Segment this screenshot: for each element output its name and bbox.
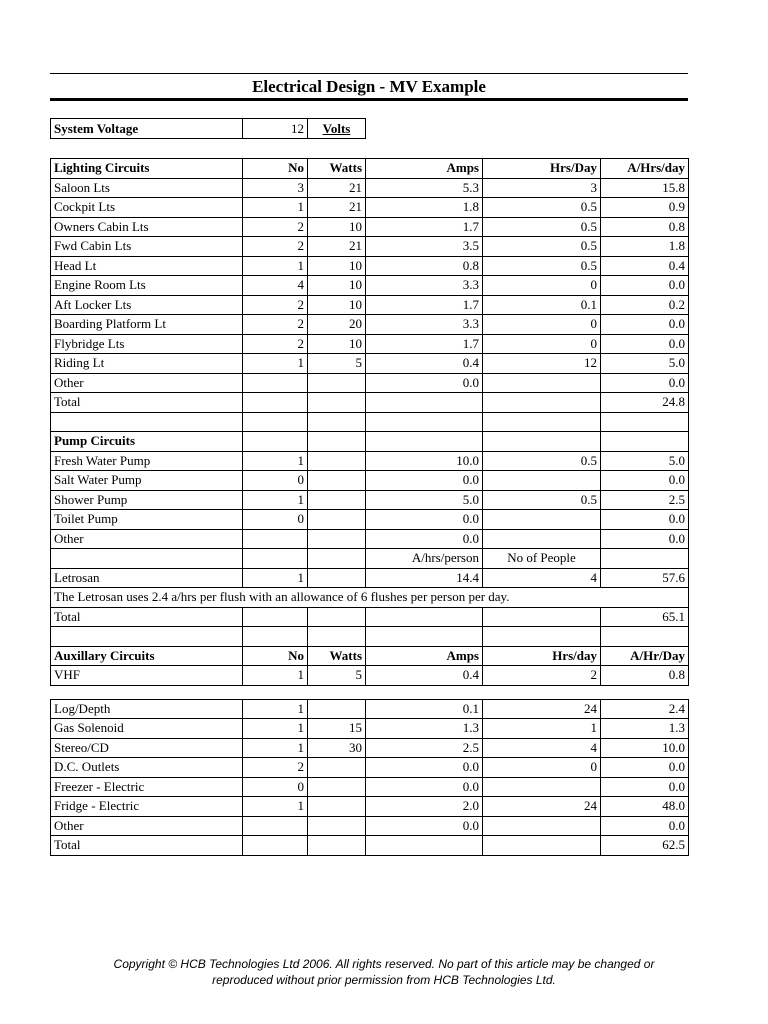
table-cell: 30 — [308, 738, 366, 758]
table-cell: 1.3 — [601, 719, 689, 739]
auxiliary-header-row — [51, 646, 689, 666]
table-cell: Hrs/day — [483, 646, 601, 666]
table-cell: Stereo/CD — [51, 738, 243, 758]
table-cell: 0.4 — [366, 354, 483, 374]
table-cell — [601, 549, 689, 569]
table-cell: 1 — [243, 568, 308, 588]
table-cell: 1.8 — [601, 237, 689, 257]
table-cell — [243, 373, 308, 393]
table-cell: Fwd Cabin Lts — [51, 237, 243, 257]
table-cell: 5.0 — [366, 490, 483, 510]
pump-row — [51, 471, 689, 491]
table-cell: Total — [51, 836, 243, 856]
table-cell: 1.7 — [366, 217, 483, 237]
lighting-row — [51, 295, 689, 315]
spacer-row — [51, 685, 689, 699]
table-cell: 3 — [483, 178, 601, 198]
table-cell: 2.4 — [601, 699, 689, 719]
table-cell: 0.0 — [601, 816, 689, 836]
table-cell — [308, 490, 366, 510]
table-cell: 0.0 — [601, 334, 689, 354]
table-cell: Hrs/Day — [483, 159, 601, 179]
table-cell — [366, 627, 483, 647]
table-cell: 10 — [308, 334, 366, 354]
pump-row — [51, 490, 689, 510]
table-cell: D.C. Outlets — [51, 758, 243, 778]
table-cell: Cockpit Lts — [51, 198, 243, 218]
table-cell: 0 — [243, 777, 308, 797]
table-cell: Head Lt — [51, 256, 243, 276]
table-cell: 0.1 — [366, 699, 483, 719]
table-cell: Other — [51, 816, 243, 836]
lighting-row — [51, 393, 689, 413]
system-voltage-table — [50, 118, 366, 139]
system-voltage-value: 12 — [243, 119, 308, 139]
system-voltage-label: System Voltage — [51, 119, 243, 139]
lighting-row — [51, 178, 689, 198]
table-cell — [243, 412, 308, 432]
table-cell: 20 — [308, 315, 366, 335]
table-cell: 0.0 — [601, 471, 689, 491]
table-cell: A/hrs/person — [366, 549, 483, 569]
table-cell: 0.8 — [366, 256, 483, 276]
table-cell — [483, 412, 601, 432]
table-cell: Letrosan — [51, 568, 243, 588]
table-cell: 0.0 — [366, 373, 483, 393]
table-cell: 0.5 — [483, 490, 601, 510]
lighting-row — [51, 256, 689, 276]
table-cell: Auxillary Circuits — [51, 646, 243, 666]
system-voltage-unit: Volts — [308, 119, 366, 139]
table-cell: 0.0 — [366, 816, 483, 836]
table-cell — [308, 816, 366, 836]
table-cell — [483, 816, 601, 836]
table-cell: 4 — [483, 568, 601, 588]
table-cell: 5.0 — [601, 354, 689, 374]
pump-row — [51, 529, 689, 549]
table-cell — [308, 432, 366, 452]
table-cell: 2 — [243, 758, 308, 778]
table-cell: 65.1 — [601, 607, 689, 627]
table-cell — [308, 607, 366, 627]
table-cell: 1.7 — [366, 334, 483, 354]
auxiliary-row — [51, 816, 689, 836]
table-cell: 1 — [243, 490, 308, 510]
lighting-header-row — [51, 159, 689, 179]
lighting-row — [51, 334, 689, 354]
table-cell: 1 — [243, 719, 308, 739]
table-cell — [308, 627, 366, 647]
pump-row — [51, 549, 689, 569]
top-rule — [50, 73, 688, 74]
table-cell: 24 — [483, 797, 601, 817]
table-cell: 1 — [243, 666, 308, 686]
table-cell: 0.0 — [601, 777, 689, 797]
table-cell — [308, 412, 366, 432]
table-cell: Lighting Circuits — [51, 159, 243, 179]
lighting-row — [51, 276, 689, 296]
spacer-cell — [51, 685, 689, 699]
auxiliary-row — [51, 719, 689, 739]
table-cell: A/Hr/Day — [601, 646, 689, 666]
table-cell — [601, 412, 689, 432]
table-cell: 0.0 — [601, 276, 689, 296]
table-cell — [51, 627, 243, 647]
table-cell: VHF — [51, 666, 243, 686]
table-cell — [483, 510, 601, 530]
table-cell: 0.0 — [601, 758, 689, 778]
table-cell: Freezer - Electric — [51, 777, 243, 797]
table-cell: 0.5 — [483, 198, 601, 218]
table-cell: 0.0 — [601, 529, 689, 549]
table-cell — [366, 393, 483, 413]
table-cell: Other — [51, 529, 243, 549]
pump-row — [51, 568, 689, 588]
table-cell: 1 — [243, 699, 308, 719]
table-cell — [308, 568, 366, 588]
table-cell: 1 — [243, 451, 308, 471]
table-cell: 21 — [308, 237, 366, 257]
table-cell — [308, 777, 366, 797]
table-cell — [308, 549, 366, 569]
table-cell: 1 — [243, 256, 308, 276]
lighting-row — [51, 237, 689, 257]
table-cell: 21 — [308, 198, 366, 218]
auxiliary-row — [51, 738, 689, 758]
table-cell — [366, 607, 483, 627]
table-cell: 0.0 — [366, 529, 483, 549]
table-cell — [366, 432, 483, 452]
system-voltage-row — [51, 119, 366, 139]
table-cell: 5.3 — [366, 178, 483, 198]
circuits-table — [50, 158, 689, 856]
table-cell: A/Hrs/day — [601, 159, 689, 179]
table-cell: 48.0 — [601, 797, 689, 817]
table-cell: 21 — [308, 178, 366, 198]
table-cell: 0.5 — [483, 237, 601, 257]
table-cell: 3.3 — [366, 276, 483, 296]
table-cell: Watts — [308, 646, 366, 666]
letrosan-note-row — [51, 588, 689, 608]
circuits-table-body — [51, 159, 689, 856]
table-cell — [483, 393, 601, 413]
table-cell — [243, 529, 308, 549]
table-cell: 0.0 — [366, 510, 483, 530]
table-cell: 0.4 — [366, 666, 483, 686]
table-cell — [308, 529, 366, 549]
table-cell: 12 — [483, 354, 601, 374]
table-cell: 0.0 — [601, 315, 689, 335]
table-cell: 10.0 — [601, 738, 689, 758]
table-cell: Log/Depth — [51, 699, 243, 719]
table-cell: Other — [51, 373, 243, 393]
table-cell: 2 — [243, 315, 308, 335]
table-cell — [308, 471, 366, 491]
table-cell: 0.5 — [483, 256, 601, 276]
table-cell: 10 — [308, 276, 366, 296]
table-cell: Amps — [366, 159, 483, 179]
table-cell: 5 — [308, 354, 366, 374]
table-cell — [243, 393, 308, 413]
table-cell: Total — [51, 607, 243, 627]
table-cell: Riding Lt — [51, 354, 243, 374]
table-cell: 10 — [308, 256, 366, 276]
table-cell: 0.5 — [483, 451, 601, 471]
table-cell: 2 — [243, 217, 308, 237]
table-cell — [483, 627, 601, 647]
auxiliary-row — [51, 666, 689, 686]
table-cell — [483, 471, 601, 491]
table-cell — [483, 373, 601, 393]
table-cell: 5.0 — [601, 451, 689, 471]
table-cell — [601, 432, 689, 452]
table-cell: 0 — [483, 334, 601, 354]
table-cell: 0.0 — [366, 758, 483, 778]
table-cell: 15.8 — [601, 178, 689, 198]
table-cell: 2 — [243, 237, 308, 257]
table-cell: 0.0 — [601, 510, 689, 530]
table-cell: Salt Water Pump — [51, 471, 243, 491]
table-cell: Boarding Platform Lt — [51, 315, 243, 335]
page-title: Electrical Design - MV Example — [252, 77, 486, 96]
table-cell: 0 — [243, 510, 308, 530]
table-cell: 10 — [308, 295, 366, 315]
table-cell: Fridge - Electric — [51, 797, 243, 817]
table-cell: 3.5 — [366, 237, 483, 257]
table-cell: 1.7 — [366, 295, 483, 315]
auxiliary-row — [51, 777, 689, 797]
table-cell: 0.9 — [601, 198, 689, 218]
blank-row — [51, 627, 689, 647]
table-cell — [483, 777, 601, 797]
table-cell: Owners Cabin Lts — [51, 217, 243, 237]
table-cell: Amps — [366, 646, 483, 666]
table-cell — [308, 758, 366, 778]
table-cell: 0 — [483, 315, 601, 335]
table-cell: 2 — [243, 295, 308, 315]
table-cell — [308, 797, 366, 817]
lighting-row — [51, 315, 689, 335]
table-cell: 1.3 — [366, 719, 483, 739]
table-cell: 1 — [243, 738, 308, 758]
title-underline — [50, 98, 688, 101]
copyright-line-1: Copyright © HCB Technologies Ltd 2006. All rights reserved. No part of this article may be changed or — [113, 957, 655, 971]
pump-circuits-heading: Pump Circuits — [51, 432, 243, 452]
table-cell: 15 — [308, 719, 366, 739]
table-cell: 1 — [243, 797, 308, 817]
table-cell: 2.5 — [601, 490, 689, 510]
table-cell: Shower Pump — [51, 490, 243, 510]
table-cell: 1 — [483, 719, 601, 739]
table-cell: No of People — [483, 549, 601, 569]
pump-total-row — [51, 607, 689, 627]
table-cell: 10 — [308, 217, 366, 237]
table-cell — [308, 699, 366, 719]
lighting-row — [51, 354, 689, 374]
pump-header-row — [51, 432, 689, 452]
table-cell: 0.2 — [601, 295, 689, 315]
table-cell — [308, 373, 366, 393]
table-cell — [243, 836, 308, 856]
table-cell: 0 — [243, 471, 308, 491]
table-cell — [308, 393, 366, 413]
table-cell: 0.0 — [366, 471, 483, 491]
table-cell — [51, 549, 243, 569]
table-cell: 4 — [243, 276, 308, 296]
table-cell: 0.8 — [601, 217, 689, 237]
table-cell: 1 — [243, 354, 308, 374]
table-cell: 24.8 — [601, 393, 689, 413]
table-cell: 57.6 — [601, 568, 689, 588]
table-cell: 0 — [483, 758, 601, 778]
auxiliary-row — [51, 758, 689, 778]
table-cell — [601, 627, 689, 647]
table-cell: Fresh Water Pump — [51, 451, 243, 471]
table-cell: Total — [51, 393, 243, 413]
copyright-line-2: reproduced without prior permission from HCB Technologies Ltd. — [212, 973, 556, 987]
table-cell — [366, 836, 483, 856]
table-cell — [483, 607, 601, 627]
table-cell: 2.5 — [366, 738, 483, 758]
table-cell: 0 — [483, 276, 601, 296]
table-cell — [243, 607, 308, 627]
table-cell: No — [243, 159, 308, 179]
table-cell: 0.4 — [601, 256, 689, 276]
table-cell: 2.0 — [366, 797, 483, 817]
table-cell — [366, 412, 483, 432]
table-cell — [308, 451, 366, 471]
table-cell — [483, 836, 601, 856]
table-cell — [483, 432, 601, 452]
table-cell: 62.5 — [601, 836, 689, 856]
table-cell: No — [243, 646, 308, 666]
table-cell: 14.4 — [366, 568, 483, 588]
table-cell: 4 — [483, 738, 601, 758]
letrosan-note: The Letrosan uses 2.4 a/hrs per flush with an allowance of 6 flushes per person per day. — [51, 588, 689, 608]
table-cell: 0.0 — [366, 777, 483, 797]
blank-row — [51, 412, 689, 432]
table-cell — [308, 836, 366, 856]
table-cell: Saloon Lts — [51, 178, 243, 198]
lighting-row — [51, 217, 689, 237]
lighting-row — [51, 373, 689, 393]
table-cell: Watts — [308, 159, 366, 179]
auxiliary-row — [51, 836, 689, 856]
table-cell: 3.3 — [366, 315, 483, 335]
table-cell: 10.0 — [366, 451, 483, 471]
table-cell: 3 — [243, 178, 308, 198]
table-cell: Gas Solenoid — [51, 719, 243, 739]
table-cell: Flybridge Lts — [51, 334, 243, 354]
table-cell — [243, 627, 308, 647]
lighting-row — [51, 198, 689, 218]
table-cell — [51, 412, 243, 432]
table-cell: 2 — [243, 334, 308, 354]
table-cell: 1.8 — [366, 198, 483, 218]
table-cell — [243, 549, 308, 569]
table-cell: Engine Room Lts — [51, 276, 243, 296]
table-cell: 24 — [483, 699, 601, 719]
table-cell: 0.0 — [601, 373, 689, 393]
table-cell: 5 — [308, 666, 366, 686]
table-cell: 1 — [243, 198, 308, 218]
table-cell: 0.1 — [483, 295, 601, 315]
auxiliary-row — [51, 699, 689, 719]
table-cell: 0.8 — [601, 666, 689, 686]
auxiliary-row — [51, 797, 689, 817]
pump-row — [51, 451, 689, 471]
table-cell — [483, 529, 601, 549]
table-cell: 2 — [483, 666, 601, 686]
table-cell: 0.5 — [483, 217, 601, 237]
table-cell: Toilet Pump — [51, 510, 243, 530]
table-cell: Aft Locker Lts — [51, 295, 243, 315]
table-cell — [308, 510, 366, 530]
pump-row — [51, 510, 689, 530]
table-cell — [243, 432, 308, 452]
copyright-footer — [60, 956, 708, 988]
table-cell — [243, 816, 308, 836]
